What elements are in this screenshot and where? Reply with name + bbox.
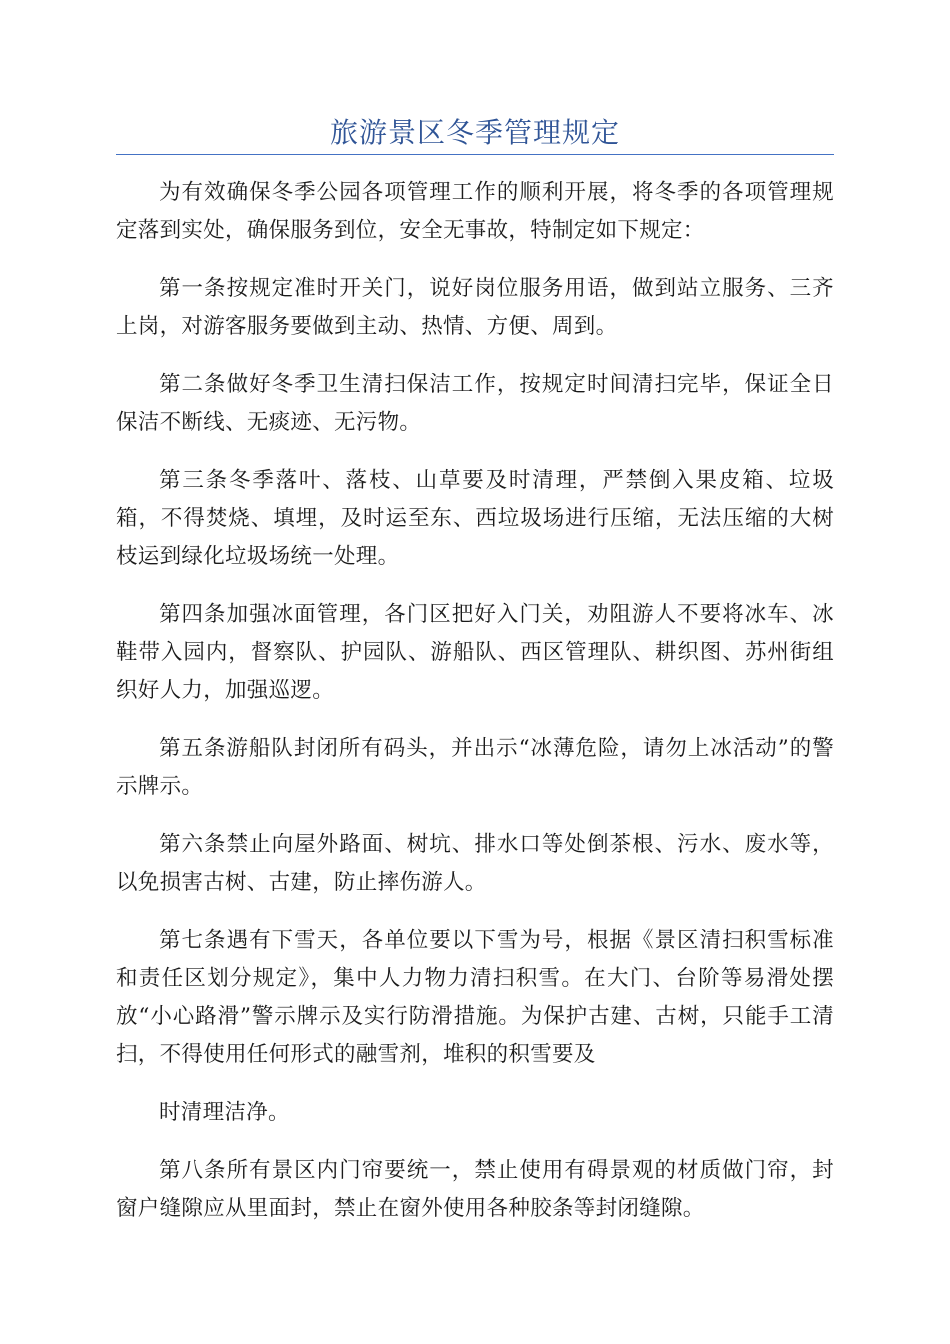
- article-2-paragraph: 第二条做好冬季卫生清扫保洁工作，按规定时间清扫完毕，保证全日保洁不断线、无痰迹、无污物。: [116, 372, 834, 435]
- document-body: [116, 174, 834, 1248]
- document-title: 旅游景区冬季管理规定: [329, 116, 620, 149]
- article-5-paragraph: 第五条游船队封闭所有码头，并出示“冰薄危险，请勿上冰活动”的警示牌示。: [116, 736, 834, 799]
- intro-paragraph: 为有效确保冬季公园各项管理工作的顺利开展，将冬季的各项管理规定落到实处，确保服务到位，安全无事故，特制定如下规定：: [116, 180, 834, 243]
- article-8-paragraph: 第八条所有景区内门帘要统一，禁止使用有碍景观的材质做门帘，封窗户缝隙应从里面封，禁止在窗外使用各种胶条等封闭缝隙。: [116, 1158, 834, 1221]
- title-underline: [116, 154, 834, 155]
- article-7-paragraph: 第七条遇有下雪天，各单位要以下雪为号，根据《景区清扫积雪标准和责任区划分规定》，集中人力物力清扫积雪。在大门、台阶等易滑处摆放“小心路滑”警示牌示及实行防滑措施。为保护古建、古树，只能手工清扫，不得使用任何形式的融雪剂，堆积的积雪要及: [116, 928, 834, 1067]
- article-4-paragraph: 第四条加强冰面管理，各门区把好入门关，劝阻游人不要将冰车、冰鞋带入园内，督察队、护园队、游船队、西区管理队、耕织图、苏州街组织好人力，加强巡逻。: [116, 602, 834, 703]
- article-1-paragraph: 第一条按规定准时开关门，说好岗位服务用语，做到站立服务、三齐上岗，对游客服务要做到主动、热情、方便、周到。: [116, 276, 834, 339]
- article-6-paragraph: 第六条禁止向屋外路面、树坑、排水口等处倒茶根、污水、废水等，以免损害古树、古建，防止摔伤游人。: [116, 832, 834, 895]
- article-3-paragraph: 第三条冬季落叶、落枝、山草要及时清理，严禁倒入果皮箱、垃圾箱，不得焚烧、填埋，及时运至东、西垃圾场进行压缩，无法压缩的大树枝运到绿化垃圾场统一处理。: [116, 468, 834, 569]
- article-7-continuation: 时清理洁净。: [159, 1100, 290, 1125]
